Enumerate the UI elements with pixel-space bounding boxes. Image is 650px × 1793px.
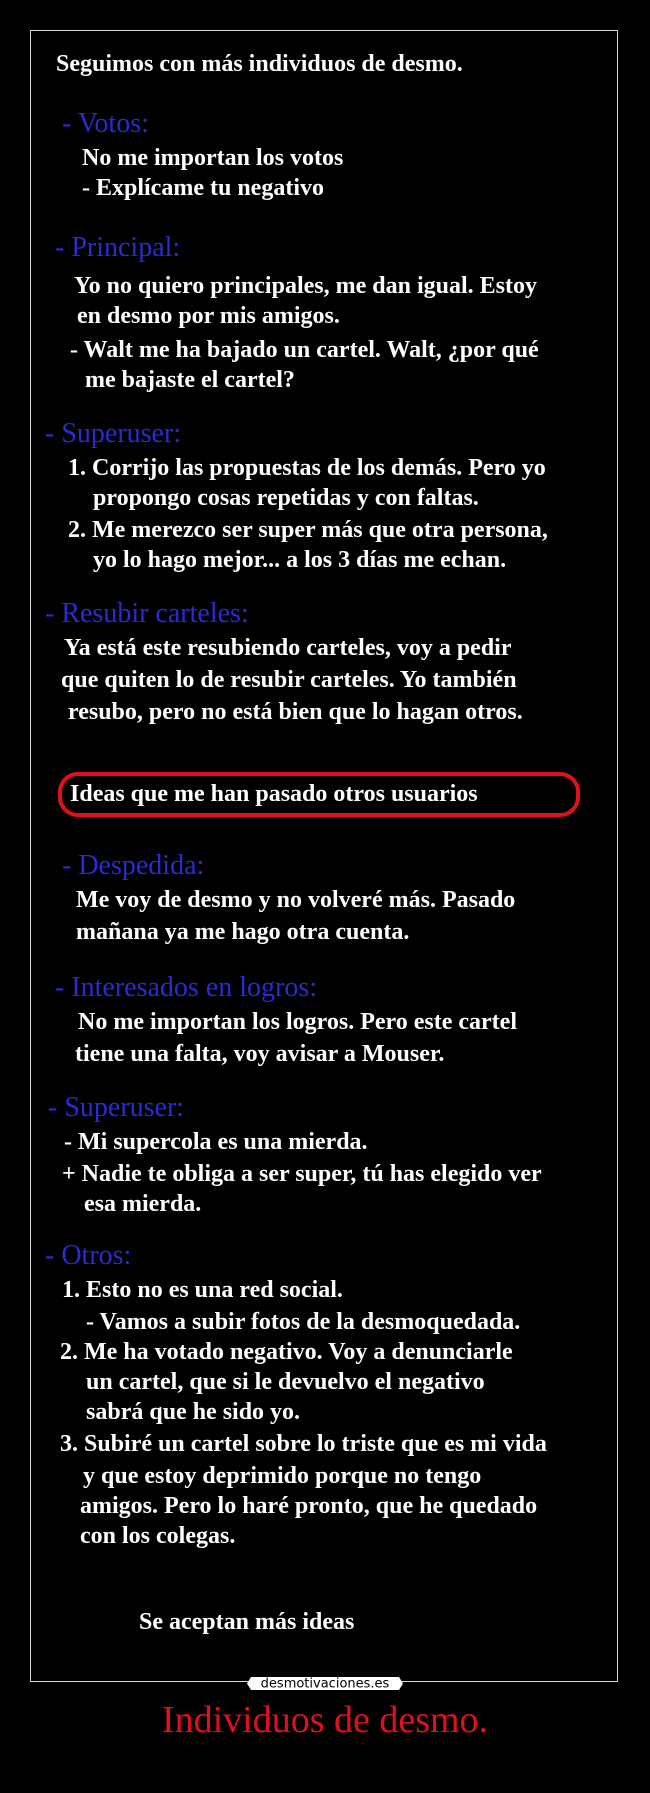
otros-line: un cartel, que si le devuelvo el negativo (86, 1369, 485, 1395)
resubir-line: que quiten lo de resubir carteles. Yo también (61, 667, 517, 693)
otros-line: sabrá que he sido yo. (86, 1399, 301, 1425)
section-heading-despedida: - Despedida: (62, 850, 205, 881)
otros-line: 2. Me ha votado negativo. Voy a denunciarle (60, 1339, 513, 1365)
principal-line: - Walt me ha bajado un cartel. Walt, ¿por qué (70, 337, 539, 363)
despedida-line: mañana ya me hago otra cuenta. (76, 919, 410, 945)
superuser-line: 2. Me merezco ser super más que otra persona, (68, 517, 548, 543)
otros-line: con los colegas. (80, 1523, 236, 1549)
otros-line: 3. Subiré un cartel sobre lo triste que es mi vida (60, 1431, 547, 1457)
logo-text: desmotivaciones.es (260, 1676, 390, 1691)
resubir-line: Ya está este resubiendo carteles, voy a pedir (64, 635, 512, 661)
superuser-line: yo lo hago mejor... a los 3 días me echan. (93, 547, 507, 573)
intro-text: Seguimos con más individuos de desmo. (56, 51, 463, 77)
despedida-line: Me voy de desmo y no volveré más. Pasado (76, 887, 516, 913)
superuser-line: propongo cosas repetidas y con faltas. (93, 485, 479, 511)
superuser2-line: + Nadie te obliga a ser super, tú has elegido ver (62, 1161, 542, 1187)
otros-line: - Vamos a subir fotos de la desmoquedada. (86, 1309, 521, 1335)
logros-line: tiene una falta, voy avisar a Mouser. (75, 1041, 445, 1067)
section-heading-superuser-2: - Superuser: (48, 1092, 185, 1123)
section-heading-votos: - Votos: (62, 108, 149, 139)
principal-line: en desmo por mis amigos. (77, 303, 340, 329)
otros-line: y que estoy deprimido porque no tengo (83, 1463, 482, 1489)
section-heading-superuser: - Superuser: (45, 418, 182, 449)
principal-line: Yo no quiero principales, me dan igual. Estoy (74, 273, 537, 299)
votos-line: - Explícame tu negativo (82, 175, 324, 201)
superuser2-line: - Mi supercola es una mierda. (64, 1129, 368, 1155)
poster-caption: Individuos de desmo. (161, 1699, 489, 1741)
superuser-line: 1. Corrijo las propuestas de los demás. Pero yo (68, 455, 546, 481)
closing-text: Se aceptan más ideas (139, 1609, 355, 1635)
superuser2-line: esa mierda. (84, 1191, 202, 1217)
section-heading-otros: - Otros: (45, 1240, 132, 1271)
desmotivaciones-logo (247, 1676, 403, 1691)
section-heading-logros: - Interesados en logros: (55, 972, 318, 1003)
ideas-callout-text: Ideas que me han pasado otros usuarios (70, 781, 478, 807)
section-heading-resubir: - Resubir carteles: (45, 598, 249, 629)
otros-line: amigos. Pero lo haré pronto, que he quedado (80, 1493, 538, 1519)
votos-line: No me importan los votos (82, 145, 344, 171)
otros-line: 1. Esto no es una red social. (62, 1277, 343, 1303)
principal-line: me bajaste el cartel? (85, 367, 295, 393)
logros-line: No me importan los logros. Pero este cartel (78, 1009, 517, 1035)
section-heading-principal: - Principal: (55, 232, 181, 263)
resubir-line: resubo, pero no está bien que lo hagan otros. (68, 699, 523, 725)
